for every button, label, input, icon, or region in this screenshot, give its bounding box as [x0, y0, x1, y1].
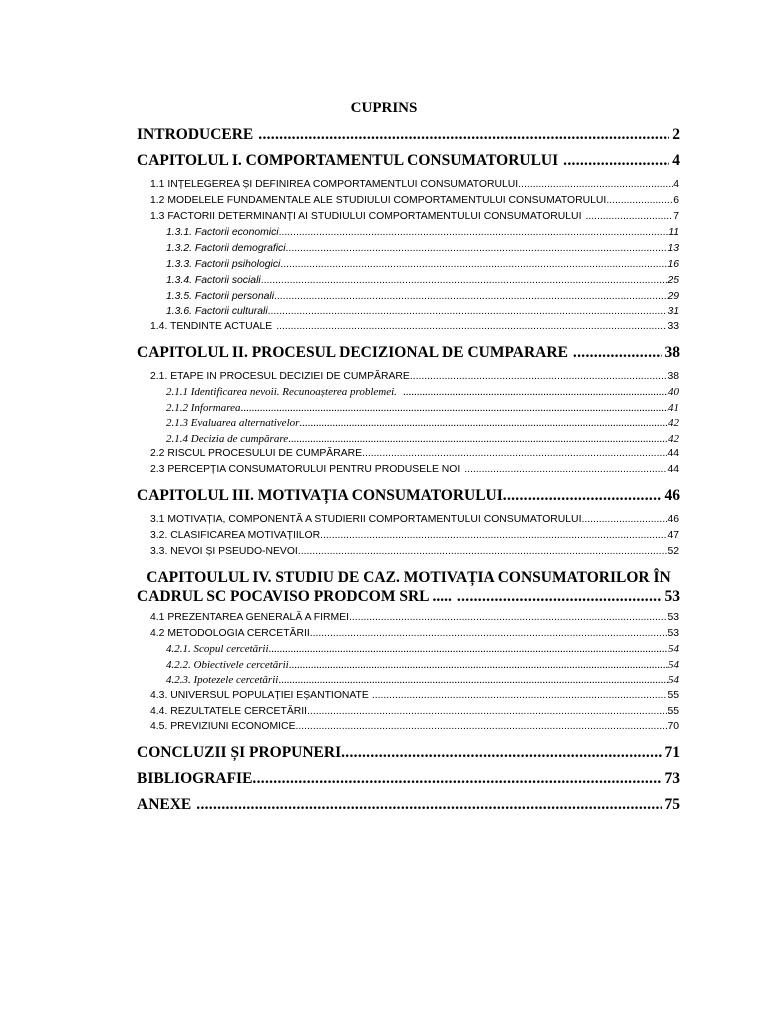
toc-page-number: 55 — [667, 706, 679, 717]
dot-leader — [503, 487, 662, 505]
toc-entry-chapter-2[interactable] — [137, 344, 680, 362]
dot-leader — [606, 194, 673, 208]
toc-entry-4-1[interactable] — [150, 611, 679, 625]
toc-page-number: 44 — [667, 464, 679, 475]
toc-page-number: 31 — [667, 306, 679, 317]
toc-page-number: 46 — [667, 514, 679, 525]
toc-entry-label: CAPITOLUL III. MOTIVAȚIA CONSUMATORULUI — [137, 487, 503, 504]
dot-leader — [286, 242, 668, 256]
toc-entry-label: 3.3. NEVOI ȘI PSEUDO-NEVOI — [150, 546, 298, 557]
toc-page-number: 55 — [667, 690, 679, 701]
toc-entry-label-line2: CADRUL SC POCAVISO PRODCOM SRL ..... — [137, 588, 452, 605]
toc-entry-1-3-6[interactable] — [166, 305, 679, 319]
toc-entry-label: 2.1.1 Identificarea nevoii. Recunoașterea problemei. — [166, 386, 397, 398]
toc-entry-chapter-4[interactable] — [137, 568, 680, 606]
toc-entry-label: 1.3.5. Factorii personali — [166, 291, 275, 302]
toc-entry-4-5[interactable] — [150, 720, 679, 734]
toc-page-number: 6 — [673, 195, 679, 206]
toc-entry-4-3[interactable] — [150, 689, 679, 703]
toc-entry-label: INTRODUCERE — [137, 126, 254, 143]
dot-leader — [362, 447, 667, 461]
toc-entry-1-3-4[interactable] — [166, 274, 679, 288]
toc-entry-introducere[interactable] — [137, 126, 680, 144]
toc-entry-label: 1.3.2. Factorii demografici — [166, 243, 286, 254]
toc-entry-4-2-2[interactable] — [166, 658, 679, 672]
toc-entry-label: CAPITOLUL I. COMPORTAMENTUL CONSUMATORULUI — [137, 152, 559, 169]
toc-entry-3-2[interactable] — [150, 529, 679, 543]
toc-page-number: 38 — [667, 371, 679, 382]
toc-page-number: 47 — [667, 530, 679, 541]
dot-leader — [410, 370, 668, 384]
dot-leader — [269, 642, 668, 656]
dot-leader — [279, 226, 669, 240]
toc-entry-label: 4.4. REZULTATELE CERCETĂRII — [150, 706, 308, 717]
dot-leader — [280, 258, 667, 272]
dot-leader — [196, 796, 661, 814]
toc-page-number: 42 — [668, 417, 679, 429]
toc-entry-4-4[interactable] — [150, 705, 679, 719]
toc-page-number: 44 — [667, 448, 679, 459]
dot-leader — [464, 463, 667, 477]
toc-entry-1-4[interactable] — [150, 320, 679, 334]
toc-entry-2-1-4[interactable] — [166, 432, 679, 446]
toc-entry-2-1-1[interactable] — [166, 385, 679, 399]
dot-leader — [252, 770, 661, 788]
dot-leader — [298, 545, 668, 559]
toc-page-number: 11 — [668, 227, 679, 238]
toc-entry-1-2[interactable] — [150, 194, 679, 208]
dot-leader — [278, 673, 668, 687]
toc-page-number: 53 — [667, 628, 679, 639]
toc-entry-label: 3.1 MOTIVAȚIA, COMPONENTĂ A STUDIERII COMPORTAMENTULUI CONSUMATORULUI — [150, 514, 582, 525]
dot-leader — [581, 513, 667, 527]
toc-entry-bibliografie[interactable] — [137, 770, 680, 788]
toc-page-number: 54 — [668, 659, 679, 671]
toc-entry-label: BIBLIOGRAFIE — [137, 770, 253, 787]
toc-page-number: 54 — [668, 643, 679, 655]
toc-entry-1-1[interactable] — [150, 178, 679, 192]
toc-page-number: 73 — [664, 770, 680, 787]
toc-page-number: 75 — [664, 796, 680, 813]
dot-leader — [403, 385, 668, 399]
toc-page-number: 46 — [664, 487, 680, 504]
toc-entry-label: 4.3. UNIVERSUL POPULAȚIEI EȘANTIONATE — [150, 690, 369, 701]
toc-entry-label: ANEXE — [137, 796, 192, 813]
toc-entry-chapter-3[interactable] — [137, 487, 680, 505]
toc-page-number: 16 — [667, 259, 679, 270]
toc-entry-1-3-5[interactable] — [166, 290, 679, 304]
toc-entry-2-1[interactable] — [150, 370, 679, 384]
toc-entry-label: 2.2 RISCUL PROCESULUI DE CUMPĂRARE — [150, 448, 363, 459]
dot-leader — [341, 744, 661, 762]
toc-page-number: 25 — [667, 275, 679, 286]
toc-entry-label: 2.1.3 Evaluarea alternativelor — [166, 417, 300, 429]
toc-entry-chapter-1[interactable] — [137, 152, 680, 170]
toc-entry-1-3-1[interactable] — [166, 226, 679, 240]
dot-leader — [457, 587, 662, 606]
toc-entry-label: 1.3.4. Factorii sociali — [166, 275, 261, 286]
toc-entry-2-3[interactable] — [150, 463, 679, 477]
dot-leader — [276, 320, 667, 334]
toc-entry-label-line1: CAPITOULUL IV. STUDIU DE CAZ. MOTIVAȚIA CONSUMATORILOR ÎN — [146, 569, 671, 586]
toc-entry-label: 1.3.6. Factorii culturali — [166, 306, 268, 317]
dot-leader — [518, 178, 673, 192]
toc-entry-4-2[interactable] — [150, 627, 679, 641]
dot-leader — [563, 152, 669, 170]
toc-entry-label: 2.1. ETAPE IN PROCESUL DECIZIEI DE CUMPĂRARE — [150, 371, 410, 382]
toc-entry-3-1[interactable] — [150, 513, 679, 527]
toc-entry-label: 4.1 PREZENTAREA GENERALĂ A FIRMEI — [150, 612, 350, 623]
toc-entry-label: 4.2.1. Scopul cercetării — [166, 643, 269, 655]
toc-entry-label: 1.2 MODELELE FUNDAMENTALE ALE STUDIULUI COMPORTAMENTULUI CONSUMATORULUI — [150, 195, 607, 206]
toc-title: CUPRINS — [350, 100, 418, 116]
toc-entry-label: 3.2. CLASIFICAREA MOTIVAȚIILOR — [150, 530, 321, 541]
toc-entry-label: CAPITOLUL II. PROCESUL DECIZIONAL DE CUMPARARE — [137, 344, 568, 361]
toc-entry-3-3[interactable] — [150, 545, 679, 559]
toc-entry-label: 2.1.2 Informarea — [166, 402, 241, 414]
toc-page-number: 53 — [667, 612, 679, 623]
dot-leader — [307, 705, 667, 719]
toc-entry-anexe[interactable] — [137, 796, 680, 814]
dot-leader — [585, 210, 673, 224]
toc-page-number: 2 — [672, 126, 680, 143]
dot-leader — [258, 126, 669, 144]
dot-leader — [320, 529, 667, 543]
dot-leader — [288, 432, 668, 446]
dot-leader — [310, 627, 668, 641]
dot-leader — [296, 720, 668, 734]
toc-entry-2-1-3[interactable] — [166, 416, 679, 430]
toc-page-number: 29 — [667, 291, 679, 302]
toc-entry-1-3-2[interactable] — [166, 242, 679, 256]
toc-entry-label: 1.3.3. Factorii psihologici — [166, 259, 281, 270]
toc-page-number: 7 — [673, 211, 679, 222]
toc-entry-label: 1.3.1. Factorii economici — [166, 227, 279, 238]
toc-page-number: 70 — [667, 721, 679, 732]
toc-entry-label: 1.3 FACTORII DETERMINANȚI AI STUDIULUI COMPORTAMENTULUI CONSUMATORULUI — [150, 211, 582, 222]
toc-entry-chapter-4-line2 — [137, 587, 680, 606]
toc-page-number: 54 — [668, 674, 679, 686]
toc-page-number: 33 — [667, 321, 679, 332]
toc-page-number: 71 — [664, 744, 680, 761]
toc-entry-label: 2.3 PERCEPȚIA CONSUMATORULUI PENTRU PRODUSELE NOI — [150, 464, 461, 475]
toc-page-number: 42 — [668, 433, 679, 445]
toc-entry-label: 1.1 INȚELEGEREA ȘI DEFINIREA COMPORTAMENTLUI CONSUMATORULUI — [150, 179, 519, 190]
toc-entry-2-2[interactable] — [150, 447, 679, 461]
toc-page-number: 41 — [668, 402, 679, 414]
dot-leader — [573, 344, 662, 362]
dot-leader — [372, 689, 668, 703]
toc-entry-2-1-2[interactable] — [166, 401, 679, 415]
toc-page-number: 38 — [664, 344, 680, 361]
toc-entry-4-2-3[interactable] — [166, 673, 679, 687]
toc-page-number: 53 — [664, 588, 680, 605]
toc-entry-label: 4.5. PREVIZIUNI ECONOMICE — [150, 721, 296, 732]
toc-entry-label: 1.4. TENDINTE ACTUALE — [150, 321, 273, 332]
dot-leader — [261, 274, 668, 288]
toc-entry-label: CONCLUZII ȘI PROPUNERI — [137, 744, 342, 761]
toc-entry-1-3[interactable] — [150, 210, 679, 224]
toc-entry-label: 4.2.2. Obiectivele cercetării — [166, 659, 289, 671]
toc-entry-1-3-3[interactable] — [166, 258, 679, 272]
dot-leader — [240, 401, 668, 415]
toc-page-number: 13 — [667, 243, 679, 254]
toc-entry-4-2-1[interactable] — [166, 642, 679, 656]
toc-entry-label: 2.1.4 Decizia de cumpărare — [166, 433, 289, 445]
toc-entry-label: 4.2 METODOLOGIA CERCETĂRII — [150, 628, 310, 639]
toc-entry-concluzii[interactable] — [137, 744, 680, 762]
dot-leader — [274, 290, 667, 304]
dot-leader — [349, 611, 667, 625]
dot-leader — [299, 416, 668, 430]
toc-page-number: 40 — [668, 386, 679, 398]
dot-leader — [268, 305, 668, 319]
toc-entry-label: 4.2.3. Ipotezele cercetării — [166, 674, 279, 686]
toc-page-number: 4 — [672, 152, 680, 169]
toc-page-number: 4 — [673, 179, 679, 190]
toc-page-number: 52 — [667, 546, 679, 557]
dot-leader — [289, 658, 668, 672]
